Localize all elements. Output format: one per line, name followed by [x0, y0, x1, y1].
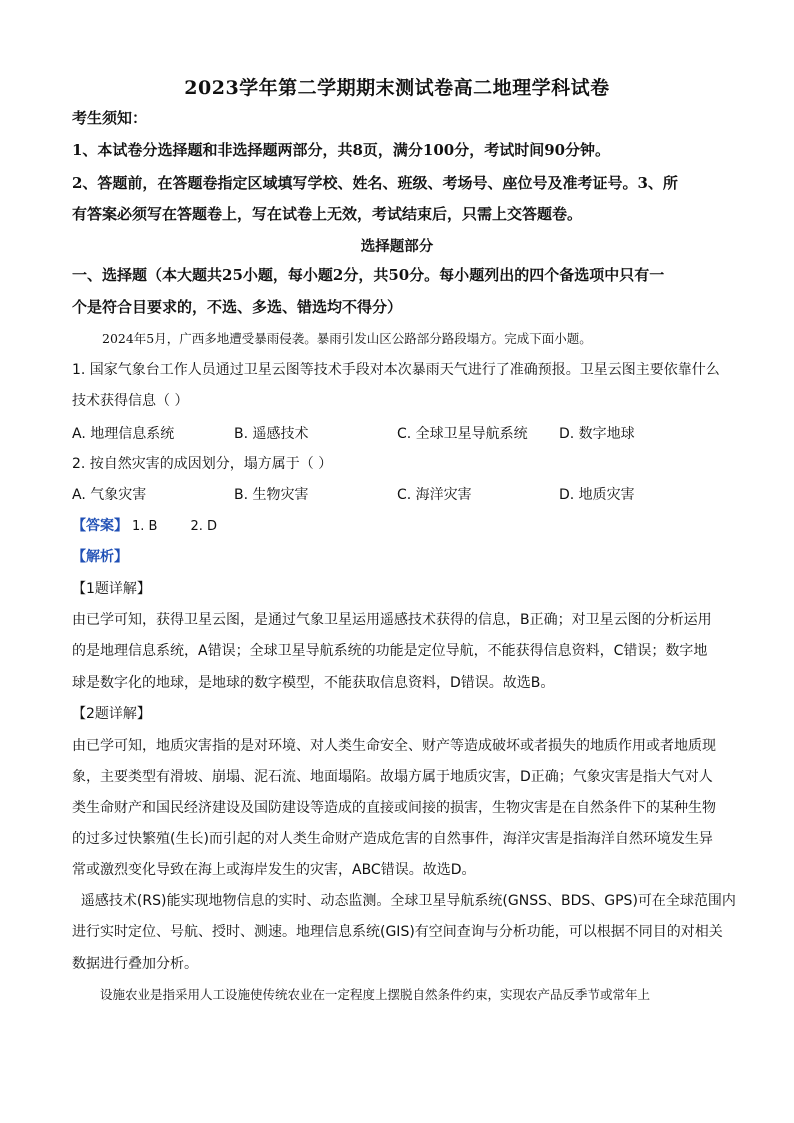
q2-option-b: B. 生物灾害 — [234, 487, 309, 503]
group-intro: 2024年5月，广西多地遭受暴雨侵袭。暴雨引发山区公路部分路段塌方。完成下面小题。 — [102, 331, 592, 346]
notice-line-2a: 2、答题前，在答题卷指定区域填写学校、姓名、班级、考场号、座位号及准考证号。3、所 — [72, 174, 678, 192]
notice-line-1: 1、本试卷分选择题和非选择题两部分，共8页，满分100分，考试时间90分钟。 — [72, 141, 611, 159]
q2-option-c: C. 海洋灾害 — [397, 487, 472, 503]
detail2-line: 类生命财产和国民经济建设及国防建设等造成的直接或间接的损害，生物灾害是在自然条件下的某种生物 — [72, 800, 716, 816]
section-title: 选择题部分 — [360, 238, 434, 255]
extra-line: 进行实时定位、号航、授时、测速。地理信息系统(GIS)有空间查询与分析功能，可以根据不同目的对相关 — [72, 924, 723, 940]
page-title: 2023学年第二学期期末测试卷高二地理学科试卷 — [184, 77, 610, 99]
extra-line: 数据进行叠加分析。 — [72, 956, 198, 972]
part1-line-2: 个是符合目要求的，不选、多选、错选均不得分） — [72, 298, 403, 316]
q2-stem: 2. 按自然灾害的成因划分，塌方属于（ ） — [72, 456, 333, 472]
part1-line-1: 一、选择题（本大题共25小题，每小题2分，共50分。每小题列出的四个备选项中只有一 — [72, 266, 665, 284]
q1-stem-b: 技术获得信息（ ） — [72, 393, 189, 409]
detail2-tag: 【2题详解】 — [72, 706, 151, 722]
q1-option-b: B. 遥感技术 — [234, 426, 309, 442]
detail2-line: 象，主要类型有滑坡、崩塌、泥石流、地面塌陷。故塌方属于地质灾害，D正确；气象灾害是指大气对人 — [72, 769, 713, 785]
detail1-tag: 【1题详解】 — [72, 581, 151, 597]
q2-option-a: A. 气象灾害 — [72, 487, 147, 503]
detail2-line: 常或激烈变化导致在海上或海岸发生的灾害，ABC错误。故选D。 — [72, 862, 476, 878]
q1-option-c: C. 全球卫星导航系统 — [397, 426, 528, 442]
notice-heading: 考生须知： — [72, 109, 148, 127]
next-group-intro: 设施农业是指采用人工设施使传统农业在一定程度上摆脱自然条件约束，实现农产品反季节或常年上 — [100, 987, 651, 1002]
detail1-line: 球是数字化的地球，是地球的数字模型，不能获取信息资料，D错误。故选B。 — [72, 675, 555, 691]
q1-stem-a: 1. 国家气象台工作人员通过卫星云图等技术手段对本次暴雨天气进行了准确预报。卫星云图主要依靠什么 — [72, 362, 720, 378]
notice-line-2b: 有答案必须写在答题卷上，写在试卷上无效，考试结束后，只需上交答题卷。 — [72, 205, 583, 223]
detail2-line: 的过多过快繁殖(生长)而引起的对人类生命财产造成危害的自然事件，海洋灾害是指海洋自然环境发生异 — [72, 831, 713, 847]
answer-value: 1. B 2. D — [132, 519, 218, 534]
detail1-line: 由已学可知，获得卫星云图，是通过气象卫星运用遥感技术获得的信息，B正确；对卫星云图的分析运用 — [72, 612, 712, 628]
answer-tag: 【答案】 — [72, 518, 128, 534]
q2-option-d: D. 地质灾害 — [559, 487, 635, 503]
answer-row — [72, 515, 217, 535]
analysis-tag: 【解析】 — [72, 549, 128, 565]
detail2-line: 由已学可知，地质灾害指的是对环境、对人类生命安全、财产等造成破坏或者损失的地质作用或者地质现 — [72, 738, 716, 754]
q1-option-a: A. 地理信息系统 — [72, 426, 175, 442]
q1-option-d: D. 数字地球 — [559, 426, 635, 442]
extra-line: 遥感技术(RS)能实现地物信息的实时、动态监测。全球卫星导航系统(GNSS、BDS、GPS)可在全球范围内 — [72, 893, 736, 909]
detail1-line: 的是地理信息系统，A错误；全球卫星导航系统的功能是定位导航，不能获得信息资料，C错误；数字地 — [72, 643, 708, 659]
